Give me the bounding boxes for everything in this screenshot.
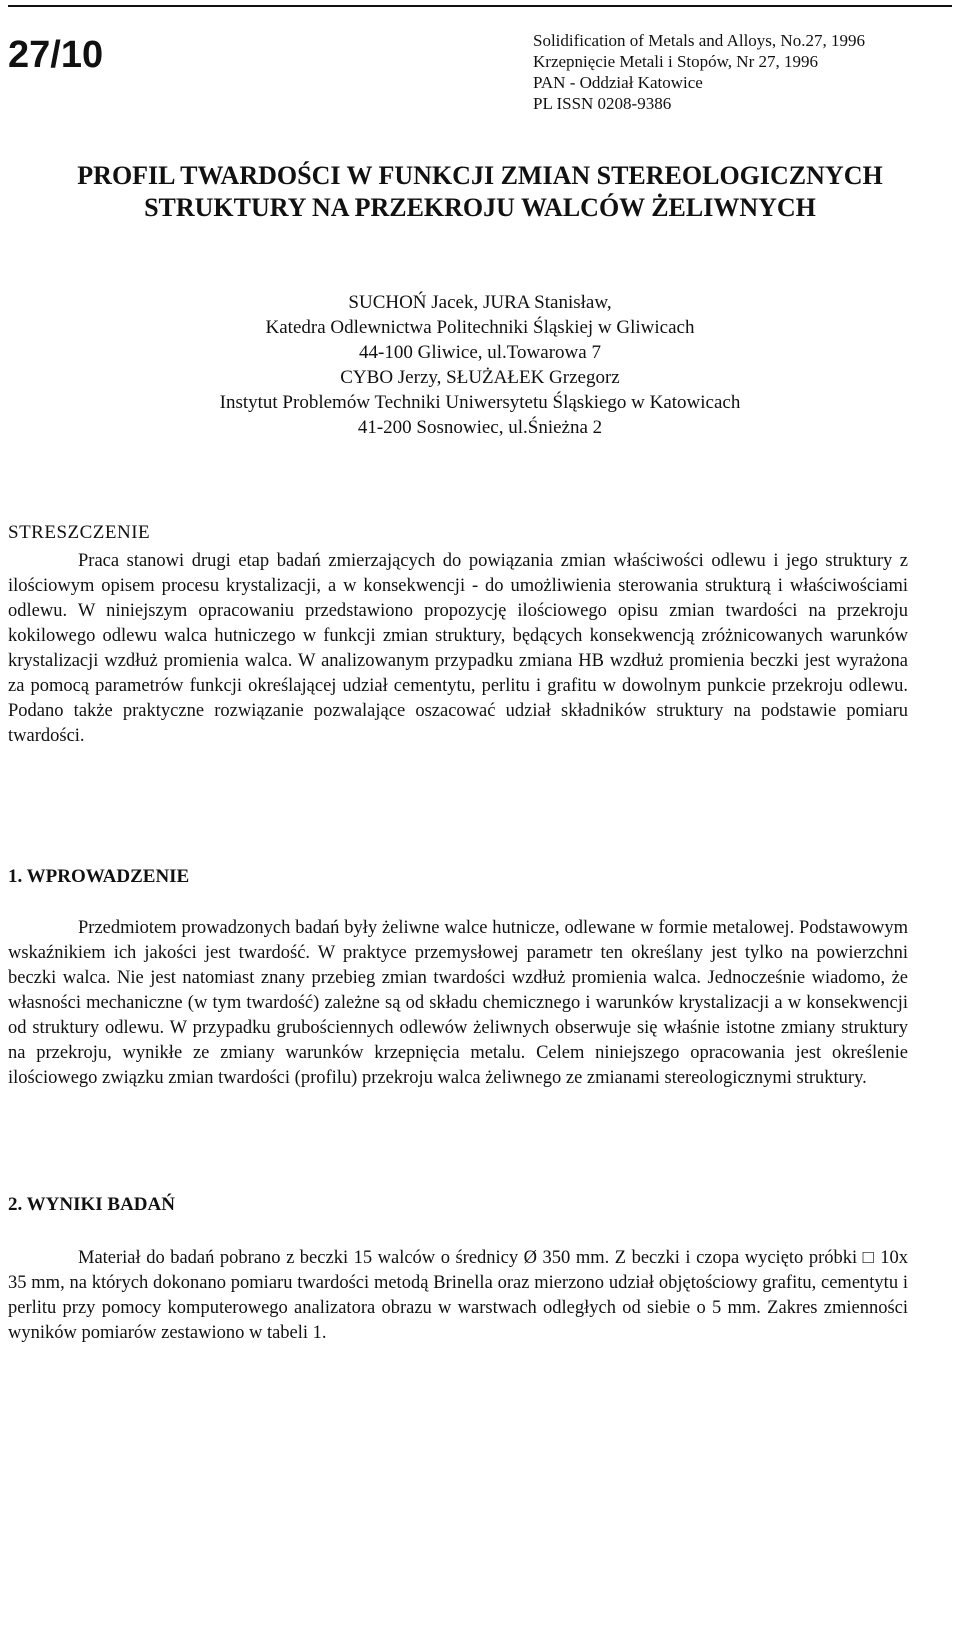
results-text: Materiał do badań pobrano z beczki 15 walców o średnicy Ø 350 mm. Z beczki i czopa wycięto próbki □ 10x 35 mm, na których dokonano pomiaru twardości metodą Brinella oraz mierzono udział objętościowy grafitu, cementytu i perlitu przy pomocy komputerowego analizatora obrazu w warstwach odległych od siebie o 5 mm. Zakres zmienności wyników pomiarów zestawiono w tabeli 1. [8,1248,908,1343]
section-heading-results: 2. WYNIKI BADAŃ [8,1194,175,1215]
publication-info [533,30,865,114]
author-block [0,290,960,440]
publication-line: Solidification of Metals and Alloys, No.27, 1996 [533,31,865,50]
publication-line: PL ISSN 0208-9386 [533,94,672,113]
author-line: CYBO Jerzy, SŁUŻAŁEK Grzegorz [340,367,620,388]
abstract-text: Praca stanowi drugi etap badań zmierzających do powiązania zmian właściwości odlewu i jego struktury z ilościowym opisem procesu krystalizacji, a w konsekwencji - do umożliwienia sterowania strukturą i właściwościami odlewu. W niniejszym opracowaniu przedstawiono propozycję ilościowego opisu zmian twardości na przekroju kokilowego odlewu walca hutniczego w funkcji zmian struktury, będących konsekwencją zróżnicowanych warunków krystalizacji wzdłuż promienia walca. W analizowanym przypadku zmiana HB wzdłuż promienia beczki jest wyrażona za pomocą parametrów funkcji określającej udział cementytu, perlitu i grafitu w dowolnym punkcie przekroju odlewu. Podano także praktyczne rozwiązanie pozwalające oszacować udział składników struktury na podstawie pomiaru twardości. [8,551,908,746]
author-line: 44-100 Gliwice, ul.Towarowa 7 [359,342,601,363]
issue-number: 27/10 [8,34,104,76]
section-heading-introduction: 1. WPROWADZENIE [8,866,190,887]
top-rule [8,5,952,7]
publication-line: Krzepnięcie Metali i Stopów, Nr 27, 1996 [533,52,818,71]
author-line: SUCHOŃ Jacek, JURA Stanisław, [348,292,612,313]
title-line: STRUKTURY NA PRZEKROJU WALCÓW ŻELIWNYCH [144,193,816,222]
abstract-heading: STRESZCZENIE [8,522,151,543]
publication-line: PAN - Oddział Katowice [533,73,703,92]
introduction-text: Przedmiotem prowadzonych badań były żeliwne walce hutnicze, odlewane w formie metalowej. Podstawowym wskaźnikiem ich jakości jest twardość. W praktyce przemysłowej parametr ten określany jest tylko na powierzchni beczki walca. Nie jest natomiast znany przebieg zmian twardości wzdłuż promienia walca. Jednocześnie wiadomo, że własności mechaniczne (w tym twardość) zależne są od składu chemicznego i warunków krystalizacji a w konsekwencji od struktury odlewu. W przypadku grubościennych odlewów żeliwnych obserwuje się właśnie istotne zmiany struktury na przekroju, wynikłe ze zmiany warunków krzepnięcia metalu. Celem niniejszego opracowania jest określenie ilościowego związku zmian twardości (profilu) przekroju walca żeliwnego ze zmianami stereologicznymi struktury. [8,918,908,1088]
title-line: PROFIL TWARDOŚCI W FUNKCJI ZMIAN STEREOLOGICZNYCH [77,161,883,190]
author-line: 41-200 Sosnowiec, ul.Śnieżna 2 [357,417,603,438]
paper-title [0,160,960,224]
author-line: Instytut Problemów Techniki Uniwersytetu Śląskiego w Katowicach [219,392,741,413]
author-line: Katedra Odlewnictwa Politechniki Śląskiej w Gliwicach [265,317,695,338]
